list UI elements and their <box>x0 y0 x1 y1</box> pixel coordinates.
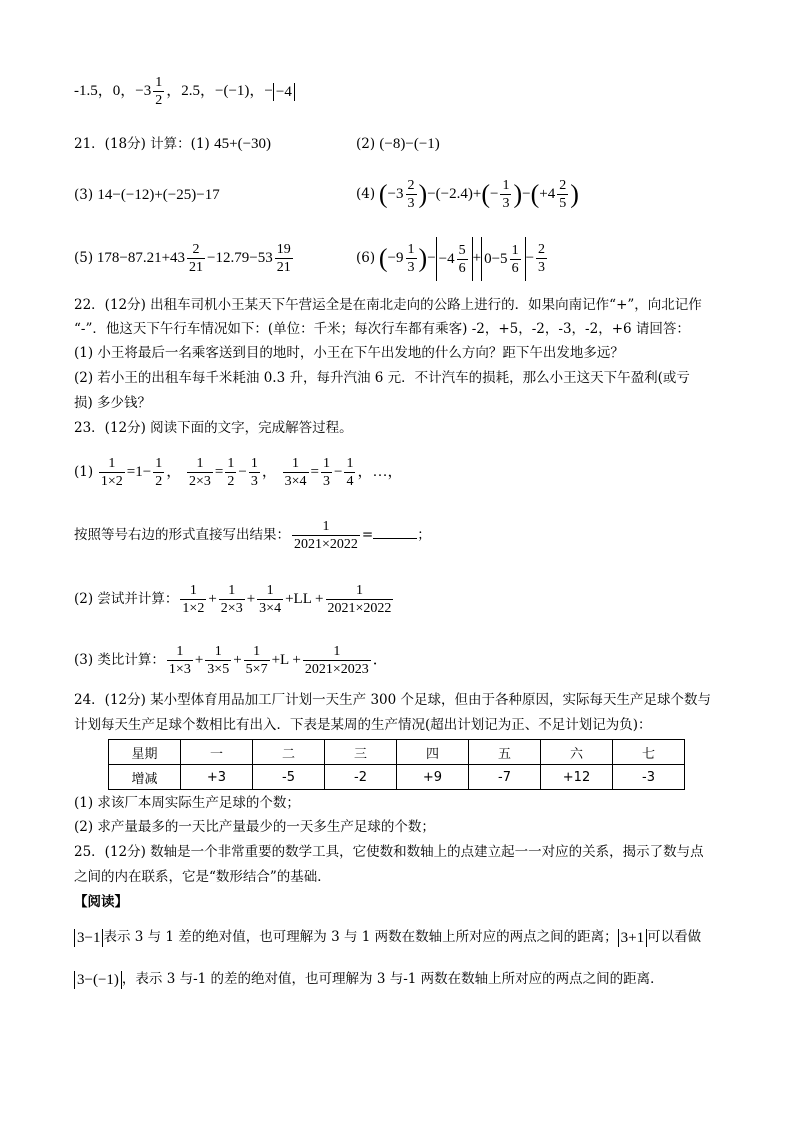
frac-num: 1 <box>189 583 197 599</box>
num-list-part-a: -1.5，0， <box>74 82 136 99</box>
abs-value <box>481 237 525 281</box>
fraction <box>457 242 468 277</box>
q21-item-2 <box>356 135 440 153</box>
q23-label-2: (2) 尝试并计算： <box>74 591 179 607</box>
mixed-sign: −3 <box>135 82 152 99</box>
q23-p3-dots: +L + <box>271 652 301 668</box>
frac-den: 21 <box>189 260 204 276</box>
frac-num: 1 <box>266 583 274 599</box>
table-row <box>109 740 685 765</box>
abs-value <box>436 237 473 281</box>
q25-read-line-2 <box>74 970 664 989</box>
table-cell: 一 <box>181 740 253 765</box>
fraction <box>244 643 270 678</box>
table-cell: 二 <box>253 740 325 765</box>
q22-line-1: 22．(12分) 出租车司机小王某天下午营运全是在南北走向的公路上进行的．如果向南记作“+”，向北记作 <box>74 297 702 313</box>
e4-c-sign: − <box>489 186 499 202</box>
separator: ， <box>249 82 265 99</box>
frac-den: 2 <box>155 474 163 490</box>
table-cell: 六 <box>541 740 613 765</box>
fraction <box>557 177 568 212</box>
q23-direct-text: 按照等号右边的形式直接写出结果： <box>74 527 290 543</box>
fraction <box>292 518 360 553</box>
q23-direct: 按照等号右边的形式直接写出结果： $\frac{1}{2021\times 2022}$ = ； <box>74 519 431 552</box>
frac-num: 1 <box>322 519 330 534</box>
fraction <box>225 455 236 490</box>
q25-line-1: 25．(12分) 数轴是一个非常重要的数学工具，它使数和数轴上的点建立起一一对应的关系，揭示了数与点 <box>74 844 704 860</box>
fraction <box>326 582 394 617</box>
abs-value: 3−1 <box>74 929 103 947</box>
frac-den: 3 <box>407 260 415 276</box>
frac-num: 1 <box>108 456 116 472</box>
e4-d-pre: − <box>522 186 531 202</box>
q24-line-1: 24．(12分) 某小型体育用品加工厂计划一天生产 300 个足球，但由于各种原因，实际每天生产足球个数与 <box>74 692 712 708</box>
number-list <box>74 74 295 109</box>
q21-label-5: (5) <box>74 250 94 266</box>
frac-num: 1 <box>227 456 235 472</box>
num-list-part-b: ，2.5， <box>166 82 215 99</box>
frac-num: 1 <box>333 644 341 660</box>
frac-num: 19 <box>276 242 291 258</box>
q24-sub-1: (1) 求该厂本周实际生产足球的个数； <box>74 795 300 811</box>
frac-den: 2021×2022 <box>294 537 358 552</box>
q22-line-2: “-”．他这天下午行车情况如下：(单位：千米；每次行车都有乘客) -2，+5，-2，-3，-2，+6 请回答： <box>74 321 690 337</box>
fraction <box>500 177 511 212</box>
frac-num: 1 <box>322 456 330 472</box>
neg-sign: − <box>264 82 273 99</box>
q24-line-2: 计划每天生产足球个数相比有出入．下表是某周的生产情况(超出计划记为正、不足计划记为负)： <box>74 717 652 733</box>
frac-den: 1×2 <box>100 474 123 490</box>
e6-b-sign: −4 <box>438 250 455 267</box>
q22-line-4: (2) 若小王的出租车每千米耗油 0.3 升，每升汽油 6 元．不计汽车的损耗，那么小王这天下午盈利(或亏 <box>74 370 690 386</box>
q25-read-line-1 <box>74 928 701 947</box>
q25-read-heading: 【阅读】 <box>74 894 128 910</box>
q22-line-3: (1) 小王将最后一名乘客送到目的地时，小王在下午出发地的什么方向？距下午出发地多远？ <box>74 345 624 361</box>
e5-c: −12.79−53 <box>207 250 273 266</box>
e6-d-pre: − <box>525 250 535 266</box>
fraction <box>257 582 283 617</box>
e6-c-pre: + <box>472 250 482 266</box>
frac-den: 3×4 <box>259 601 282 617</box>
frac-den: 2×3 <box>220 601 243 617</box>
table-cell: +9 <box>397 765 469 790</box>
q21-item-3 <box>74 186 220 204</box>
frac-den: 3×4 <box>284 474 307 490</box>
frac-num: 1 <box>214 644 222 660</box>
table-cell: +3 <box>181 765 253 790</box>
fraction <box>187 455 213 490</box>
fraction <box>153 455 164 490</box>
frac-den: 5 <box>559 196 567 212</box>
fraction <box>303 643 371 678</box>
frac-num: 2 <box>407 178 415 194</box>
q21-header <box>74 135 271 153</box>
fraction <box>283 455 309 490</box>
frac-den: 21 <box>276 260 291 276</box>
table-cell: -3 <box>613 765 685 790</box>
frac-num: 2 <box>192 242 200 258</box>
neg-paren: −(−1) <box>214 82 250 99</box>
table-cell: -2 <box>325 765 397 790</box>
q23-header: 23．(12分) 阅读下面的文字，完成解答过程。 <box>74 420 353 436</box>
table-cell: 星期 <box>109 740 181 765</box>
table-cell: -7 <box>469 765 541 790</box>
fraction <box>219 582 245 617</box>
e6-c-sign: 0−5 <box>484 250 508 267</box>
frac-den: 1×2 <box>182 601 205 617</box>
q23-part-1: (1) $\frac{1}{1\times 2}$ =1− $\frac{1}{2}$ ， $\frac{1}{2\times 3}$ = $\frac{1}{2}$ − $\frac{1}{3}$ ， $\frac{1}{3\times 4}$ = $\frac{1}{3}$ − $\frac{1}{4}$ ，…， <box>74 456 403 490</box>
frac-den: 4 <box>346 474 354 490</box>
fraction <box>249 455 260 490</box>
q23-part-2: (2) 尝试并计算： $\frac{1}{1\times 2}$ + $\frac{1}{2\times 3}$ + $\frac{1}{3\times 4}$ +LL + $\frac{1}{2021\times 2022}$ <box>74 583 392 617</box>
rhs-int: 1 <box>135 464 143 480</box>
table-cell: 四 <box>397 740 469 765</box>
q21-expr-1: 45+(−30) <box>214 136 272 152</box>
frac-num: 2 <box>559 178 567 194</box>
q21-item-5 <box>74 236 295 280</box>
fraction <box>344 455 355 490</box>
frac-den: 3×5 <box>207 662 230 678</box>
frac-num: 1 <box>176 644 184 660</box>
fraction <box>321 455 332 490</box>
frac-den: 5×7 <box>245 662 268 678</box>
fraction <box>510 242 521 277</box>
frac-den: 3 <box>407 196 415 212</box>
q21-label-4: (4) <box>356 186 376 202</box>
frac-den: 2021×2023 <box>304 662 369 678</box>
fraction <box>153 74 164 109</box>
frac-num: 1 <box>292 456 300 472</box>
q21-label-6: (6) <box>356 250 376 266</box>
frac-den: 2 <box>227 474 235 490</box>
frac-den: 2021×2022 <box>327 601 392 617</box>
abs-value: −4 <box>273 83 295 101</box>
q21-label-2: (2) <box>356 136 376 152</box>
fraction <box>167 643 193 678</box>
frac-den: 6 <box>511 260 519 276</box>
q23-part-3: (3) 类比计算： $\frac{1}{1\times 3}$ + $\frac{1}{3\times 5}$ + $\frac{1}{5\times 7}$ +L + $\frac{1}{2021\times 2023}$ ． <box>74 644 388 678</box>
table-cell: 增减 <box>109 765 181 790</box>
frac-num: 1 <box>511 242 519 258</box>
e4-b: −(−2.4)+ <box>427 186 482 202</box>
answer-blank[interactable] <box>373 526 417 539</box>
abs-value: 3−(−1) <box>74 971 122 989</box>
frac-den: 3 <box>538 260 546 276</box>
fraction <box>275 241 293 276</box>
q21-expr-2: (−8)−(−1) <box>379 136 440 152</box>
frac-num: 2 <box>538 242 546 258</box>
frac-num: 1 <box>196 456 204 472</box>
frac-num: 1 <box>155 456 163 472</box>
table-cell: 三 <box>325 740 397 765</box>
frac-den: 3 <box>502 196 510 212</box>
fraction <box>406 177 417 212</box>
frac-num: 1 <box>407 242 415 258</box>
frac-num: 1 <box>250 456 258 472</box>
frac-num: 1 <box>502 178 510 194</box>
frac-den: 3 <box>322 474 330 490</box>
q25-r2-text: ，表示 3 与-1 的差的绝对值，也可理解为 3 与-1 两数在数轴上所对应的两点之间的距离． <box>121 971 664 987</box>
q21-item-6: (6) (−9 $\frac{1}{3}$ )− −4 $\frac{5}{6}$ + 0−5 $\frac{1}{6}$ − $\frac{2}{3}$ <box>356 236 549 281</box>
fraction <box>187 241 205 276</box>
q25-r1-text: 表示 3 与 1 差的绝对值，也可理解为 3 与 1 两数在数轴上所对应的两点之间的距离； <box>103 929 618 945</box>
e6-b-pre: − <box>427 250 436 266</box>
frac-den: 3 <box>250 474 258 490</box>
q21-header-text: 21．(18分) 计算：(1) <box>74 136 210 152</box>
frac-num: 5 <box>458 242 466 258</box>
fraction <box>536 241 547 276</box>
frac-den: 1×3 <box>168 662 191 678</box>
fraction <box>99 455 125 490</box>
e6-a-sign: −9 <box>387 250 404 266</box>
q22-line-5: 损) 多少钱？ <box>74 395 152 411</box>
frac-num: 1 <box>228 583 236 599</box>
frac-num: 1 <box>155 75 163 90</box>
e4-a-sign: −3 <box>387 186 404 202</box>
frac-den: 2 <box>155 93 163 108</box>
q24-sub-2: (2) 求产量最多的一天比产量最少的一天多生产足球的个数； <box>74 819 435 835</box>
q21-item-4: (4) (−3 $\frac{2}{3}$ )−(−2.4)+(− $\frac{1}{3}$ )−(+4 $\frac{2}{5}$ ) <box>356 178 579 212</box>
q25-line-2: 之间的内在联系，它是“数形结合”的基础． <box>74 869 331 885</box>
abs-value: 3+1 <box>618 929 647 947</box>
fraction <box>406 241 417 276</box>
table-cell: +12 <box>541 765 613 790</box>
q23-p1-tail: ，…， <box>357 464 403 480</box>
q23-label-3: (3) 类比计算： <box>74 652 165 668</box>
q25-r1-text2: 可以看做 <box>647 929 702 945</box>
q21-expr-3: 14−(−12)+(−25)−17 <box>97 187 220 203</box>
e4-d-sign: +4 <box>539 186 556 202</box>
table-row <box>109 765 685 790</box>
q23-p2-dots: +LL + <box>285 591 324 607</box>
table-cell: 五 <box>469 740 541 765</box>
frac-den: 6 <box>458 260 466 276</box>
e5-a: 178−87.21+43 <box>96 250 186 266</box>
production-table <box>108 739 685 790</box>
frac-num: 1 <box>355 583 363 599</box>
q23-label-1: (1) <box>74 464 94 480</box>
table-cell: -5 <box>253 765 325 790</box>
frac-num: 1 <box>346 456 354 472</box>
fraction <box>205 643 231 678</box>
table-cell: 七 <box>613 740 685 765</box>
frac-den: 2×3 <box>188 474 211 490</box>
fraction <box>180 582 206 617</box>
q21-label-3: (3) <box>74 187 94 203</box>
frac-num: 1 <box>253 644 261 660</box>
